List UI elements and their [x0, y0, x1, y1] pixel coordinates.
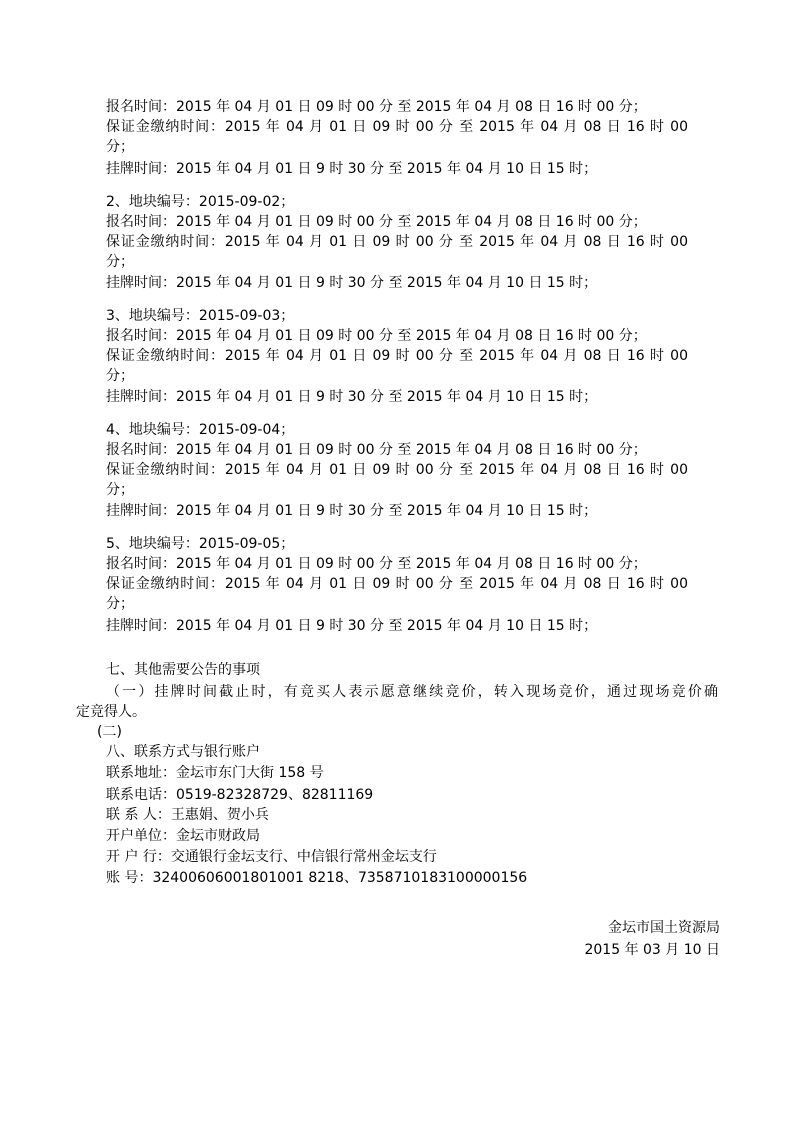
- listing-time-3: 挂牌时间：2015 年 04 月 01 日 9 时 30 分 至 2015 年 04 月 10 日 15 时；: [106, 389, 598, 405]
- listing-time-5: 挂牌时间：2015 年 04 月 01 日 9 时 30 分 至 2015 年 04 月 10 日 15 时；: [106, 618, 598, 634]
- deposit-time-3: 保证金缴纳时间：2015 年 04 月 01 日 09 时 00 分 至 2015 年 04 月 08 日 16 时 00: [106, 348, 688, 364]
- bank-name: 开 户 行：交通银行金坛支行、中信银行常州金坛支行: [106, 849, 437, 865]
- registration-time-4: 报名时间：2015 年 04 月 01 日 09 时 00 分 至 2015 年 04 月 08 日 16 时 00 分；: [106, 442, 647, 458]
- section8-heading: 八、联系方式与银行账户: [106, 744, 260, 760]
- deposit-time-4-end: 分；: [106, 482, 134, 498]
- deposit-time-4: 保证金缴纳时间：2015 年 04 月 01 日 09 时 00 分 至 2015 年 04 月 08 日 16 时 00: [106, 462, 688, 478]
- contact-address: 联系地址：金坛市东门大街 158 号: [106, 765, 324, 781]
- account-number: 账 号：32400606001801001 8218、7358710183100000156: [106, 870, 528, 886]
- registration-time-3: 报名时间：2015 年 04 月 01 日 09 时 00 分 至 2015 年 04 月 08 日 16 时 00 分；: [106, 328, 647, 344]
- section7-item2: (二): [97, 724, 122, 740]
- listing-time-2: 挂牌时间：2015 年 04 月 01 日 9 时 30 分 至 2015 年 04 月 10 日 15 时；: [106, 275, 598, 291]
- parcel-number-2: 2、地块编号：2015-09-02；: [106, 194, 295, 210]
- registration-time-5: 报名时间：2015 年 04 月 01 日 09 时 00 分 至 2015 年 04 月 08 日 16 时 00 分；: [106, 556, 647, 572]
- contact-person: 联 系 人：王惠娟、贺小兵: [106, 807, 269, 823]
- deposit-time-5: 保证金缴纳时间：2015 年 04 月 01 日 09 时 00 分 至 2015 年 04 月 08 日 16 时 00: [106, 576, 688, 592]
- deposit-time-2: 保证金缴纳时间：2015 年 04 月 01 日 09 时 00 分 至 2015 年 04 月 08 日 16 时 00: [106, 234, 688, 250]
- section7-heading: 七、其他需要公告的事项: [106, 662, 260, 678]
- deposit-time-1-end: 分；: [106, 139, 134, 155]
- section7-item1-line2: 定竞得人。: [76, 704, 146, 720]
- issuing-organization: 金坛市国土资源局: [608, 920, 720, 936]
- deposit-time-3-end: 分；: [106, 368, 134, 384]
- listing-time-4: 挂牌时间：2015 年 04 月 01 日 9 时 30 分 至 2015 年 04 月 10 日 15 时；: [106, 503, 598, 519]
- deposit-time-5-end: 分；: [106, 596, 134, 612]
- account-unit: 开户单位：金坛市财政局: [106, 828, 260, 844]
- parcel-number-3: 3、地块编号：2015-09-03；: [106, 308, 295, 324]
- deposit-time-1: 保证金缴纳时间：2015 年 04 月 01 日 09 时 00 分 至 2015 年 04 月 08 日 16 时 00: [106, 119, 688, 135]
- registration-time-2: 报名时间：2015 年 04 月 01 日 09 时 00 分 至 2015 年 04 月 08 日 16 时 00 分；: [106, 214, 647, 230]
- listing-time-1: 挂牌时间：2015 年 04 月 01 日 9 时 30 分 至 2015 年 04 月 10 日 15 时；: [106, 161, 598, 177]
- contact-phone: 联系电话：0519-82328729、82811169: [106, 787, 374, 803]
- parcel-number-4: 4、地块编号：2015-09-04；: [106, 422, 295, 438]
- deposit-time-2-end: 分；: [106, 254, 134, 270]
- issue-date: 2015 年 03 月 10 日: [584, 942, 720, 958]
- section7-item1-line1: （一）挂牌时间截止时，有竞买人表示愿意继续竞价，转入现场竞价，通过现场竞价确: [106, 684, 718, 700]
- parcel-number-5: 5、地块编号：2015-09-05；: [106, 536, 295, 552]
- registration-time-1: 报名时间：2015 年 04 月 01 日 09 时 00 分 至 2015 年 04 月 08 日 16 时 00 分；: [106, 99, 647, 115]
